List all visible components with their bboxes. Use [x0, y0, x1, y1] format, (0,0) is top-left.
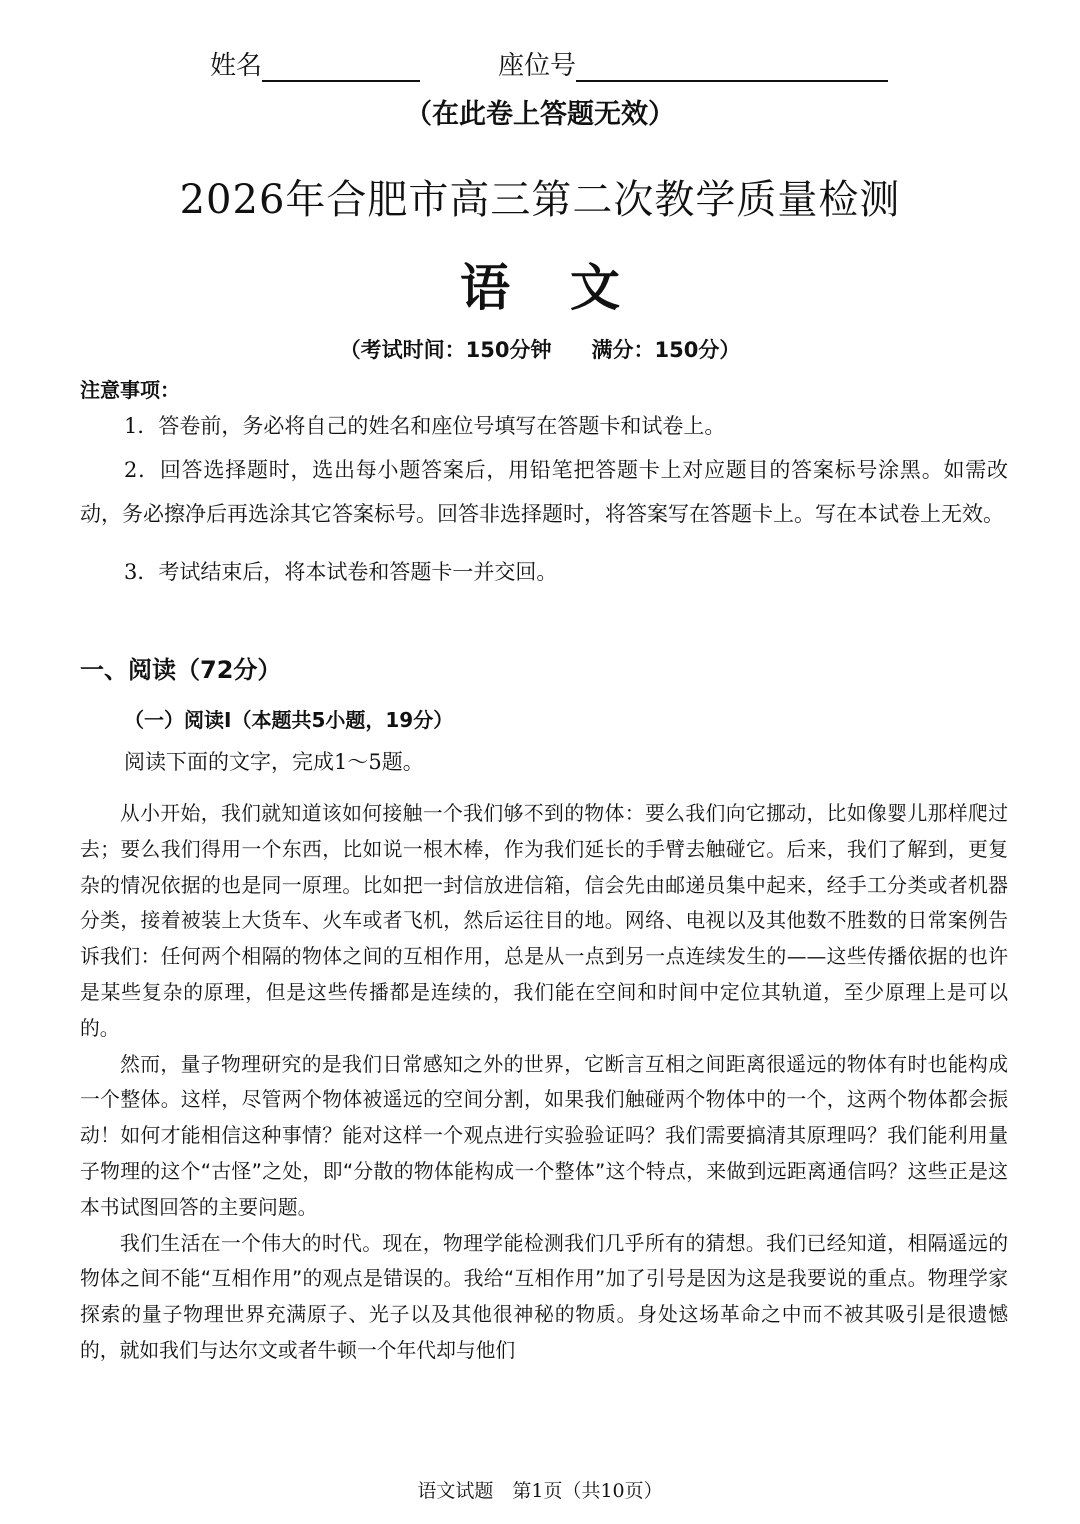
subsection-title: （一）阅读Ⅰ（本题共5小题，19分） — [124, 708, 454, 732]
reading-passage — [80, 796, 1008, 1369]
seat-label: 座位号 — [498, 51, 577, 81]
notice-item: 3．考试结束后，将本试卷和答题卡一并交回。 — [124, 560, 558, 584]
page-footer: 语文试题 第1页（共10页） — [417, 1480, 663, 1502]
invalid-answer-note: （在此卷上答题无效） — [405, 99, 675, 130]
passage-paragraph: 我们生活在一个伟大的时代。现在，物理学能检测我们几乎所有的猜想。我们已经知道，相隔遥远的物体之间不能“互相作用”的观点是错误的。我给“互相作用”加了引号是因为这是我要说的重点。物理学家探索的量子物理世界充满原子、光子以及其他很神秘的物质。身处这场革命之中而不被其吸引是很遗憾的，就如我们与达尔文或者牛顿一个年代却与他们 — [80, 1231, 1008, 1362]
notice-title: 注意事项： — [80, 378, 180, 402]
seat-blank-line — [576, 50, 888, 82]
notice-item: 2．回答选择题时，选出每小题答案后，用铅笔把答题卡上对应题目的答案标号涂黑。如需改动，务必擦净后再选涂其它答案标号。回答非选择题时，将答案写在答题卡上。写在本试卷上无效。 — [80, 458, 1008, 526]
passage-paragraph: 从小开始，我们就知道该如何接触一个我们够不到的物体：要么我们向它挪动，比如像婴儿那样爬过去；要么我们得用一个东西，比如说一根木棒，作为我们延长的手臂去触碰它。后来，我们了解到，更复杂的情况依据的也是同一原理。比如把一封信放进信箱，信会先由邮递员集中起来，经手工分类或者机器分类，接着被装上大货车、火车或者飞机，然后运往目的地。网络、电视以及其他数不胜数的日常案例告诉我们：任何两个相隔的物体之间的互相作用，总是从一点到另一点连续发生的——这些传播依据的也许是某些复杂的原理，但是这些传播都是连续的，我们能在空间和时间中定位其轨道，至少原理上是可以的。 — [80, 802, 1008, 1040]
reading-instruction: 阅读下面的文字，完成1～5题。 — [124, 750, 424, 774]
name-blank-line — [262, 50, 420, 82]
exam-time: （考试时间：150分钟 — [339, 338, 552, 362]
section-title: 一、阅读（72分） — [80, 656, 282, 684]
subject-title: 语文 — [460, 259, 680, 317]
notice-item: 1．答卷前，务必将自己的姓名和座位号填写在答题卡和试卷上。 — [124, 414, 726, 438]
name-label: 姓名 — [210, 51, 263, 81]
notice-list — [80, 404, 1008, 594]
exam-info — [0, 334, 1080, 364]
exam-full-score: 满分：150分） — [591, 338, 741, 362]
passage-paragraph: 然而，量子物理研究的是我们日常感知之外的世界，它断言互相之间距离很遥远的物体有时也能构成一个整体。这样，尽管两个物体被遥远的空间分割，如果我们触碰两个物体中的一个，这两个物体都会振动！如何才能相信这种事情？能对这样一个观点进行实验验证吗？我们需要搞清其原理吗？我们能利用量子物理的这个“古怪”之处，即“分散的物体能构成一个整体”这个特点，来做到远距离通信吗？这些正是这本书试图回答的主要问题。 — [80, 1052, 1008, 1219]
header-fields — [210, 42, 900, 82]
exam-title: 2026年合肥市高三第二次教学质量检测 — [179, 177, 901, 223]
